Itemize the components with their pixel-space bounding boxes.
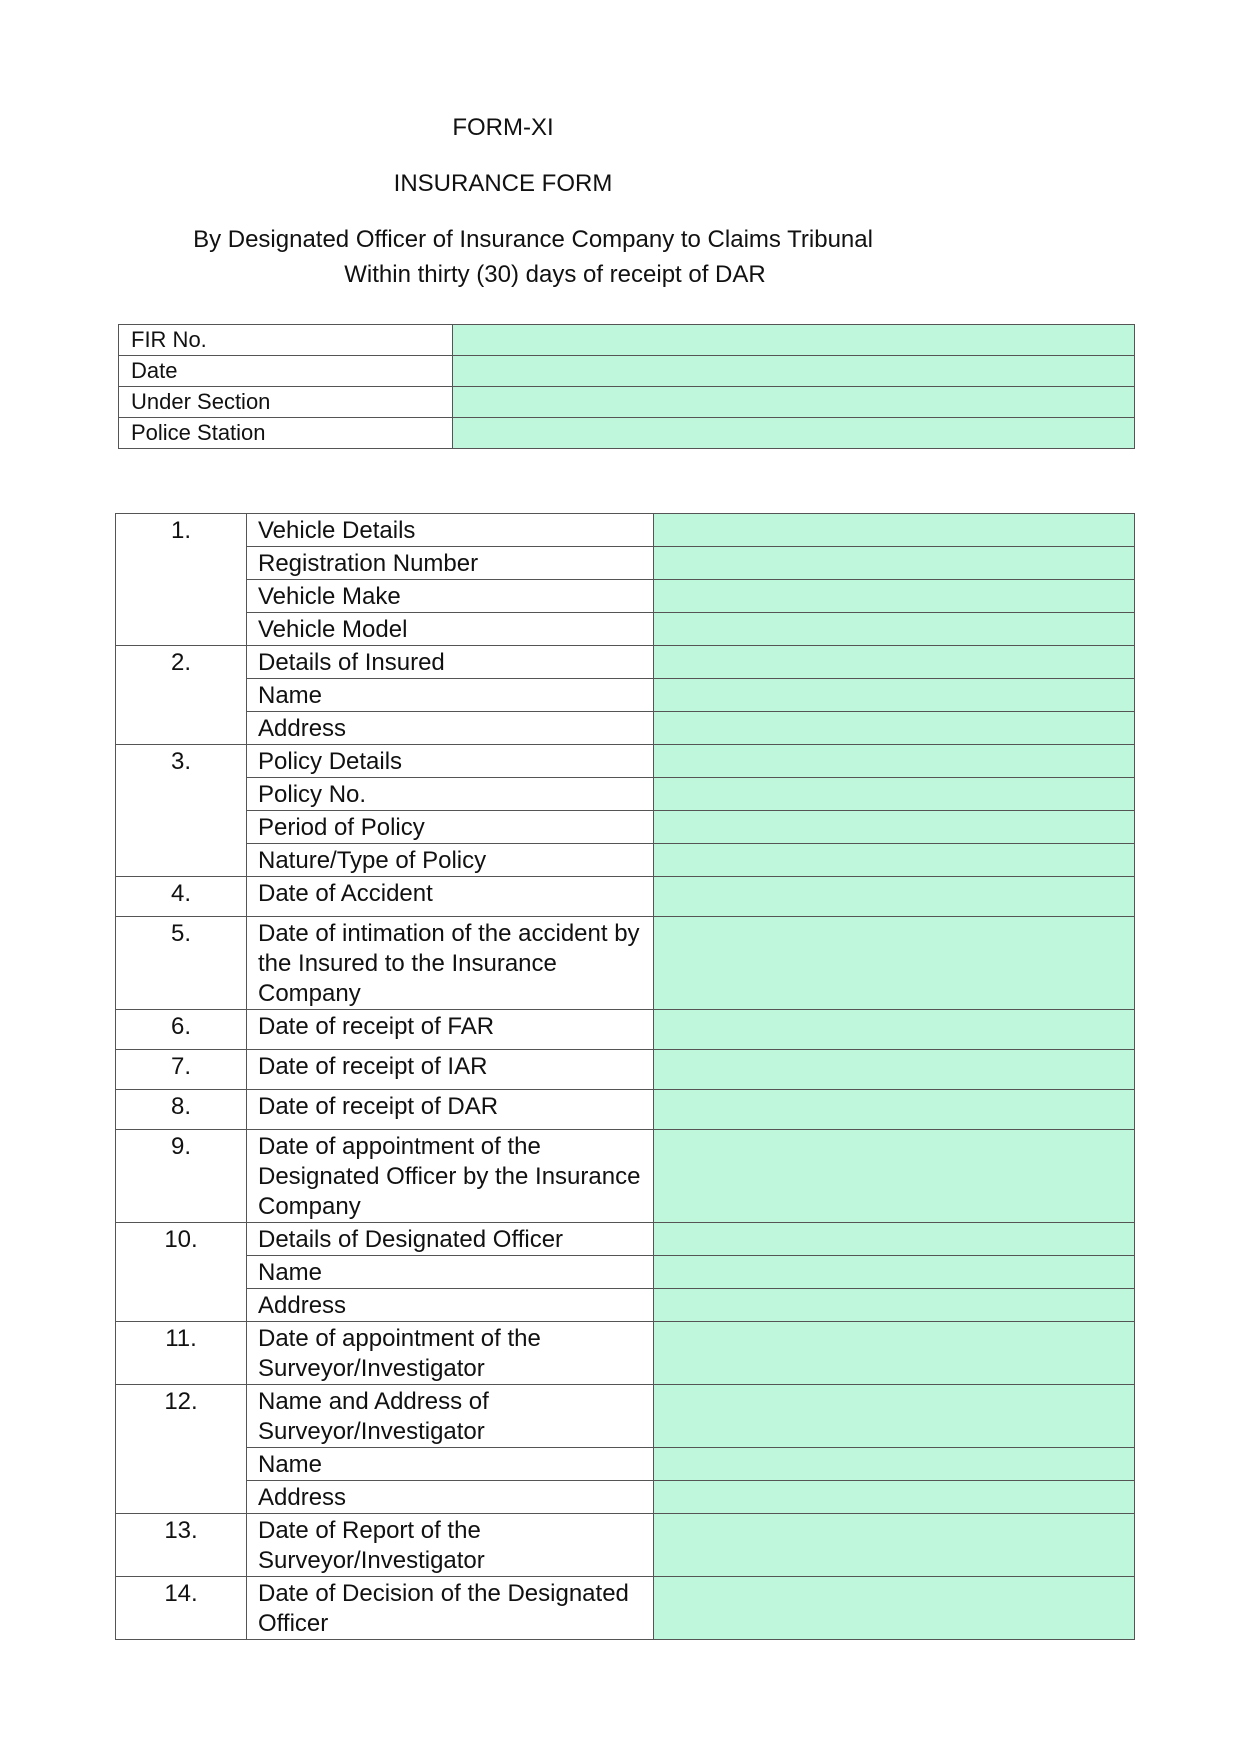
field-input[interactable] <box>654 745 1135 778</box>
table-row <box>116 1090 1135 1130</box>
table-row <box>116 778 1135 811</box>
claim-details-table <box>115 513 1135 1640</box>
field-input[interactable] <box>654 1448 1135 1481</box>
field-input[interactable] <box>654 514 1135 547</box>
field-label: Date of appointment of the Surveyor/Investigator <box>247 1322 654 1385</box>
field-input[interactable] <box>654 1577 1135 1640</box>
fir-row <box>119 325 1135 356</box>
field-input[interactable] <box>654 1090 1135 1130</box>
field-input[interactable] <box>654 580 1135 613</box>
item-number: 13. <box>116 1514 247 1577</box>
item-number: 3. <box>116 745 247 877</box>
police-station-field[interactable] <box>453 418 1135 449</box>
fir-row <box>119 356 1135 387</box>
field-label: Policy No. <box>247 778 654 811</box>
police-station-label: Police Station <box>119 418 453 449</box>
table-row <box>116 877 1135 917</box>
field-label: Name <box>247 1448 654 1481</box>
field-input[interactable] <box>654 646 1135 679</box>
table-row <box>116 547 1135 580</box>
fir-row <box>119 418 1135 449</box>
form-number: FORM-XI <box>452 114 554 141</box>
field-input[interactable] <box>654 1010 1135 1050</box>
field-label: Date of Decision of the Designated Officer <box>247 1577 654 1640</box>
item-number: 5. <box>116 917 247 1010</box>
fir-date-label: Date <box>119 356 453 387</box>
field-label: Name <box>247 679 654 712</box>
field-input[interactable] <box>654 1481 1135 1514</box>
field-label: Date of Report of the Surveyor/Investigator <box>247 1514 654 1577</box>
field-input[interactable] <box>654 1256 1135 1289</box>
table-row <box>116 1448 1135 1481</box>
table-row <box>116 1481 1135 1514</box>
field-input[interactable] <box>654 844 1135 877</box>
table-row <box>116 811 1135 844</box>
field-input[interactable] <box>654 1223 1135 1256</box>
table-row <box>116 613 1135 646</box>
field-label: Details of Insured <box>247 646 654 679</box>
table-row <box>116 1577 1135 1640</box>
item-number: 11. <box>116 1322 247 1385</box>
item-number: 2. <box>116 646 247 745</box>
item-number: 7. <box>116 1050 247 1090</box>
field-input[interactable] <box>654 547 1135 580</box>
fir-details-table <box>118 324 1135 449</box>
field-label: Address <box>247 1289 654 1322</box>
field-input[interactable] <box>654 712 1135 745</box>
form-title: INSURANCE FORM <box>393 170 613 197</box>
table-row <box>116 1223 1135 1256</box>
field-label: Date of receipt of IAR <box>247 1050 654 1090</box>
table-row <box>116 1010 1135 1050</box>
table-row <box>116 844 1135 877</box>
field-input[interactable] <box>654 679 1135 712</box>
form-deadline-note: Within thirty (30) days of receipt of DAR <box>344 261 766 288</box>
fir-row <box>119 387 1135 418</box>
field-label: Vehicle Model <box>247 613 654 646</box>
field-label: Date of intimation of the accident by the Insured to the Insurance Company <box>247 917 654 1010</box>
item-number: 6. <box>116 1010 247 1050</box>
item-number: 10. <box>116 1223 247 1322</box>
field-label: Address <box>247 1481 654 1514</box>
table-row <box>116 917 1135 1010</box>
field-input[interactable] <box>654 613 1135 646</box>
fir-no-field[interactable] <box>453 325 1135 356</box>
item-number: 1. <box>116 514 247 646</box>
field-input[interactable] <box>654 1050 1135 1090</box>
field-label: Registration Number <box>247 547 654 580</box>
table-row <box>116 1385 1135 1448</box>
field-label: Date of receipt of DAR <box>247 1090 654 1130</box>
field-label: Vehicle Make <box>247 580 654 613</box>
table-row <box>116 646 1135 679</box>
field-label: Name <box>247 1256 654 1289</box>
field-label: Date of receipt of FAR <box>247 1010 654 1050</box>
item-number: 12. <box>116 1385 247 1514</box>
form-subtitle: By Designated Officer of Insurance Company to Claims Tribunal <box>193 226 873 253</box>
field-label: Vehicle Details <box>247 514 654 547</box>
under-section-field[interactable] <box>453 387 1135 418</box>
field-label: Period of Policy <box>247 811 654 844</box>
field-input[interactable] <box>654 1130 1135 1223</box>
field-input[interactable] <box>654 1514 1135 1577</box>
field-input[interactable] <box>654 1322 1135 1385</box>
item-number: 14. <box>116 1577 247 1640</box>
table-row <box>116 1289 1135 1322</box>
table-row <box>116 1322 1135 1385</box>
field-input[interactable] <box>654 917 1135 1010</box>
table-row <box>116 712 1135 745</box>
field-label: Address <box>247 712 654 745</box>
item-number: 8. <box>116 1090 247 1130</box>
field-input[interactable] <box>654 778 1135 811</box>
table-row <box>116 679 1135 712</box>
field-input[interactable] <box>654 877 1135 917</box>
field-input[interactable] <box>654 1289 1135 1322</box>
table-row <box>116 580 1135 613</box>
table-row <box>116 1050 1135 1090</box>
under-section-label: Under Section <box>119 387 453 418</box>
item-number: 4. <box>116 877 247 917</box>
field-label: Name and Address of Surveyor/Investigator <box>247 1385 654 1448</box>
field-label: Policy Details <box>247 745 654 778</box>
field-input[interactable] <box>654 811 1135 844</box>
table-row <box>116 745 1135 778</box>
table-row <box>116 514 1135 547</box>
fir-date-field[interactable] <box>453 356 1135 387</box>
field-input[interactable] <box>654 1385 1135 1448</box>
table-row <box>116 1256 1135 1289</box>
field-label: Nature/Type of Policy <box>247 844 654 877</box>
table-row <box>116 1130 1135 1223</box>
field-label: Details of Designated Officer <box>247 1223 654 1256</box>
table-row <box>116 1514 1135 1577</box>
field-label: Date of appointment of the Designated Officer by the Insurance Company <box>247 1130 654 1223</box>
field-label: Date of Accident <box>247 877 654 917</box>
item-number: 9. <box>116 1130 247 1223</box>
fir-no-label: FIR No. <box>119 325 453 356</box>
